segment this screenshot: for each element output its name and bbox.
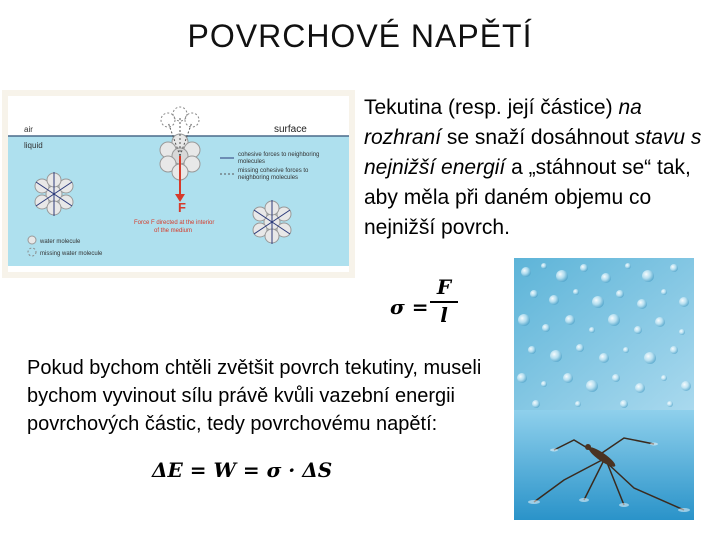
legend-water-molecule: water molecule bbox=[40, 239, 81, 245]
slide-title: POVRCHOVÉ NAPĚTÍ bbox=[187, 18, 533, 54]
legend-water-molecule-icon bbox=[28, 236, 36, 244]
formula-sigma bbox=[390, 275, 470, 335]
formula-sigma-fraction bbox=[430, 275, 458, 329]
surface-tension-diagram bbox=[2, 90, 355, 278]
diagram-canvas bbox=[2, 90, 355, 278]
paragraph-right-italic-1: na rozhraní bbox=[364, 96, 642, 149]
air-label: air bbox=[24, 125, 33, 134]
force-symbol: F bbox=[178, 200, 186, 215]
water-drops-photo bbox=[514, 258, 694, 410]
legend-cohesive-2: molecules bbox=[238, 159, 266, 165]
force-caption-line-1: Force F directed at the interior bbox=[134, 220, 215, 226]
paragraph-right bbox=[364, 93, 709, 243]
legend-missing-2: neighboring molecules bbox=[238, 175, 299, 181]
formula-sigma-denominator: l bbox=[440, 303, 448, 327]
paragraph-right-part-1: Tekutina (resp. její částice) bbox=[364, 96, 619, 119]
liquid-label: liquid bbox=[24, 141, 43, 150]
formula-sigma-lhs: σ = bbox=[390, 295, 429, 319]
water-strider-photo bbox=[514, 410, 694, 520]
paragraph-right-part-3: se snaží dosáhnout bbox=[441, 126, 635, 149]
legend-missing-1: missing cohesive forces to bbox=[238, 168, 309, 174]
surface-label: surface bbox=[274, 124, 307, 135]
paragraph-right-italic-2: stavu s nejnižší energií bbox=[364, 126, 702, 179]
formula-sigma-numerator: F bbox=[436, 275, 452, 299]
legend-cohesive-1: cohesive forces to neighboring bbox=[238, 152, 320, 158]
legend-missing-molecule: missing water molecule bbox=[40, 251, 103, 257]
force-caption-line-2: of the medium bbox=[154, 228, 193, 234]
paragraph-right-part-5: a „stáhnout se“ tak, aby měla při daném objemu co nejnižší povrch. bbox=[364, 156, 691, 239]
water-strider-image bbox=[514, 410, 694, 520]
water-drops-image bbox=[514, 258, 694, 410]
formula-energy: ΔE = W = σ · ΔS bbox=[152, 458, 333, 482]
paragraph-bottom: Pokud bychom chtěli zvětšit povrch tekutiny, museli bychom vyvinout sílu právě kvůli vazební energii povrchových částic, tedy povrchovému napětí: bbox=[27, 357, 482, 435]
